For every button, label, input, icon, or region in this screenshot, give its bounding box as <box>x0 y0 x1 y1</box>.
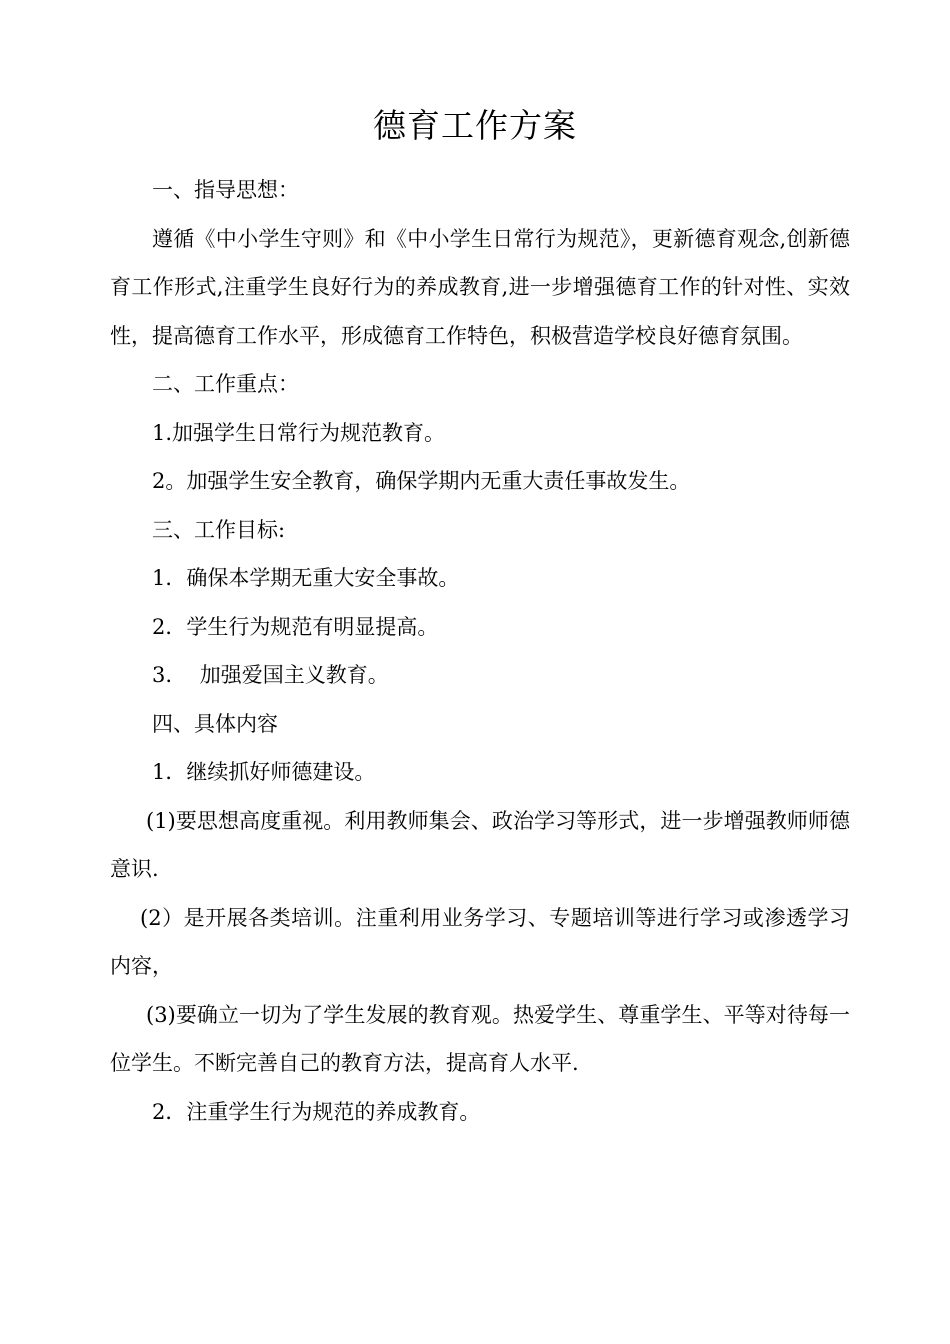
document-body <box>110 166 850 1136</box>
list-item-goal-3: 3. 加强爱国主义教育。 <box>152 663 389 687</box>
section-heading-work-focus: 二、工作重点： <box>152 372 299 396</box>
document-title: 德育工作方案 <box>373 106 577 145</box>
list-item-focus-1: 1.加强学生日常行为规范教育。 <box>152 420 446 445</box>
list-item-focus-2: 2。加强学生安全教育，确保学期内无重大责任事故发生。 <box>152 469 691 493</box>
section-heading-guiding-thought: 一、指导思想： <box>152 178 299 202</box>
section-heading-specific-content: 四、具体内容 <box>152 711 278 736</box>
sub-item-content-1-2: (2）是开展各类培训。注重利用业务学习、专题培训等进行学习或渗透学习内容， <box>110 905 850 978</box>
sub-item-content-1-1: (1)要思想高度重视。利用教师集会、政治学习等形式，进一步增强教师师德意识. <box>110 808 850 881</box>
list-item-content-1: 1．继续抓好师德建设。 <box>152 760 376 784</box>
section-heading-work-goals: 三、工作目标: <box>152 517 286 542</box>
paragraph-guiding-thought: 遵循《中小学生守则》和《中小学生日常行为规范》，更新德育观念,创新德育工作形式,注重学生良好行为的养成教育,进一步增强德育工作的针对性、实效性，提高德育工作水平，形成德育工作特色，积极营造学校良好德育氛围。 <box>110 226 850 348</box>
list-item-goal-1: 1．确保本学期无重大安全事故。 <box>152 566 460 590</box>
list-item-goal-2: 2．学生行为规范有明显提高。 <box>152 614 439 639</box>
list-item-content-2: 2．注重学生行为规范的养成教育。 <box>152 1099 481 1124</box>
sub-item-content-1-3: (3)要确立一切为了学生发展的教育观。热爱学生、尊重学生、平等对待每一位学生。不断完善自己的教育方法，提高育人水平. <box>110 1002 850 1075</box>
